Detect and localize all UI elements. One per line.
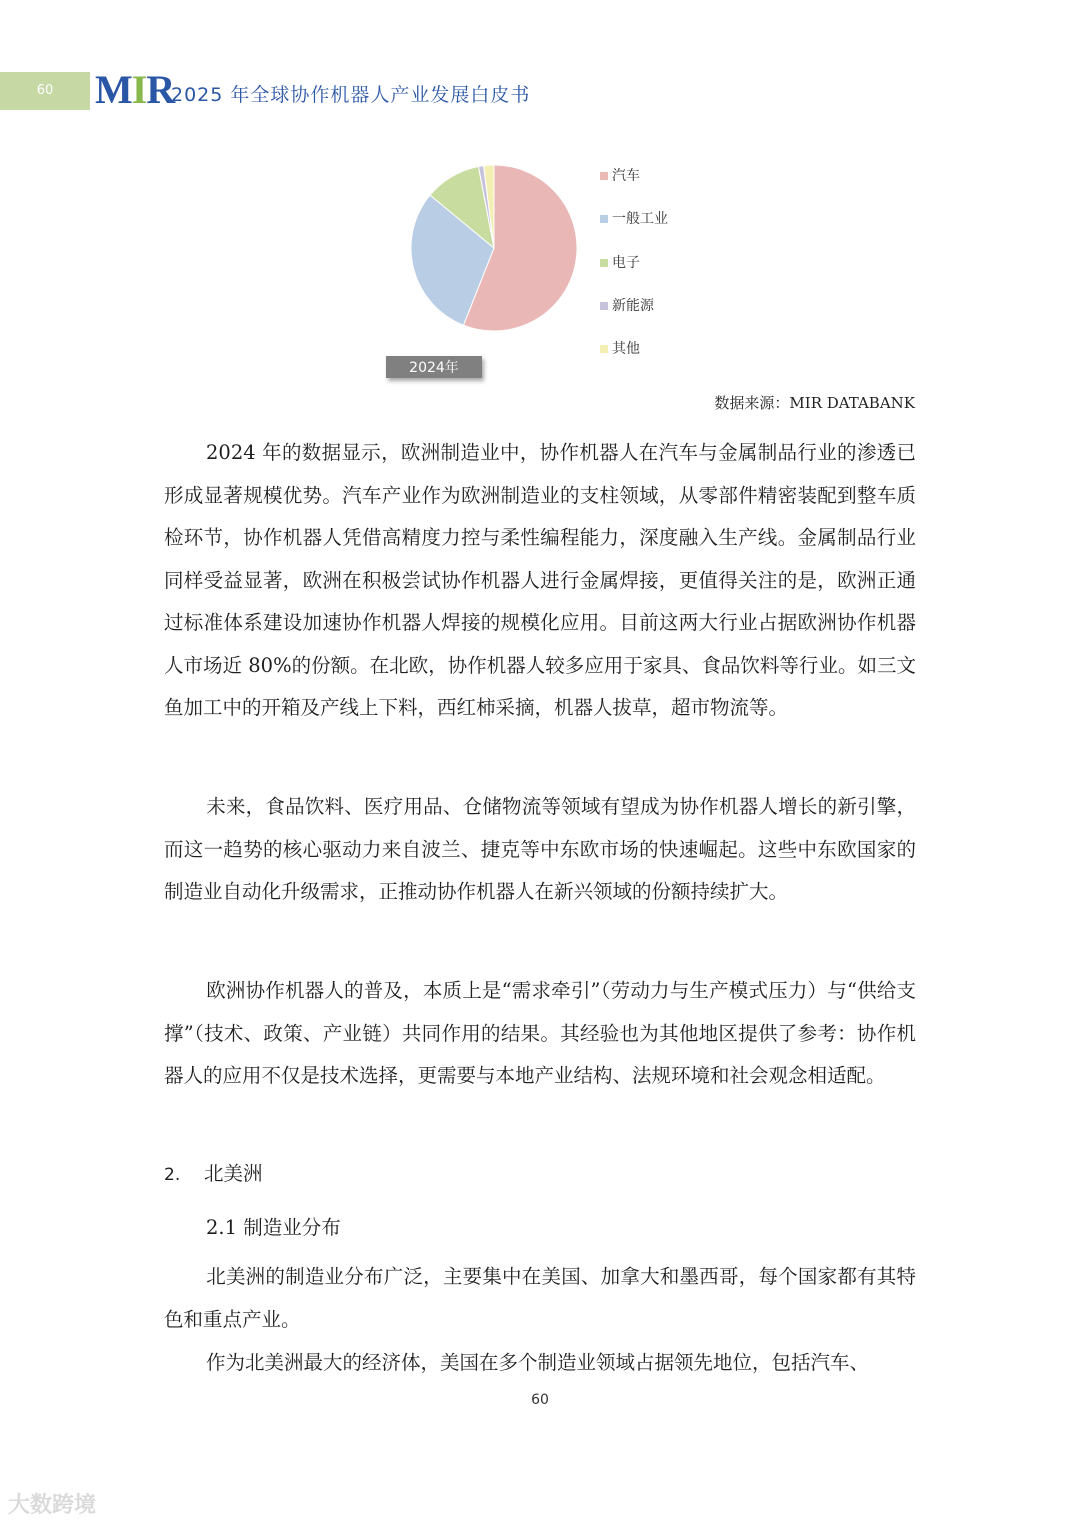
legend-label: 新能源	[612, 298, 654, 314]
legend-label: 一般工业	[612, 211, 668, 227]
paragraph-1: 2024 年的数据显示，欧洲制造业中，协作机器人在汽车与金属制品行业的渗透已形成显著规模优势。汽车产业作为欧洲制造业的支柱领域，从零部件精密装配到整车质检环节，协作机器人凭借高精度力控与柔性编程能力，深度融入生产线。金属制品行业同样受益显著，欧洲在积极尝试协作机器人进行金属焊接，更值得关注的是，欧洲正通过标准体系建设加速协作机器人焊接的规模化应用。目前这两大行业占据欧洲协作机器人市场近 80%的份额。在北欧，协作机器人较多应用于家具、食品饮料等行业。如三文鱼加工中的开箱及产线上下料，西红柿采摘，机器人拔草，超市物流等。	[164, 441, 916, 719]
legend-swatch	[600, 259, 608, 267]
legend-item	[600, 252, 640, 272]
header-title: 2025 年全球协作机器人产业发展白皮书	[171, 84, 531, 106]
pie-chart	[380, 150, 710, 390]
legend-swatch	[600, 215, 608, 223]
legend-swatch	[600, 172, 608, 180]
data-source: 数据来源：MIR DATABANK	[714, 394, 915, 412]
section-number: 2.	[164, 1165, 181, 1185]
chart-title: 2024年	[409, 360, 459, 376]
legend-item	[600, 165, 640, 185]
paragraph-4: 北美洲的制造业分布广泛，主要集中在美国、加拿大和墨西哥，每个国家都有其特色和重点产业。	[164, 1265, 916, 1331]
legend-item	[600, 208, 668, 228]
header-page-number: 60	[36, 83, 54, 98]
mir-logo: MIR	[95, 67, 175, 112]
footer-page-number: 60	[531, 1392, 549, 1408]
pie-slices	[411, 165, 577, 331]
paragraph-5: 作为北美洲最大的经济体，美国在多个制造业领域占据领先地位，包括汽车、	[206, 1351, 870, 1374]
subsection-heading: 2.1 制造业分布	[206, 1216, 341, 1239]
paragraph-2: 未来，食品饮料、医疗用品、仓储物流等领域有望成为协作机器人增长的新引擎，而这一趋势的核心驱动力来自波兰、捷克等中东欧市场的快速崛起。这些中东欧国家的制造业自动化升级需求，正推动协作机器人在新兴领域的份额持续扩大。	[164, 795, 916, 903]
legend-swatch	[600, 345, 608, 353]
section-title: 北美洲	[204, 1162, 263, 1185]
legend-swatch	[600, 302, 608, 310]
legend-label: 其他	[612, 341, 640, 357]
watermark: 大数跨境	[8, 1493, 97, 1518]
paragraph-3: 欧洲协作机器人的普及，本质上是“需求牵引”（劳动力与生产模式压力）与“供给支撑”（技术、政策、产业链）共同作用的结果。其经验也为其他地区提供了参考：协作机器人的应用不仅是技术选择，更需要与本地产业结构、法规环境和社会观念相适配。	[164, 979, 916, 1087]
legend-label: 电子	[612, 255, 640, 271]
legend-item	[600, 338, 640, 358]
legend-item	[600, 295, 654, 315]
legend-label: 汽车	[612, 168, 640, 184]
section-heading	[164, 1158, 263, 1186]
